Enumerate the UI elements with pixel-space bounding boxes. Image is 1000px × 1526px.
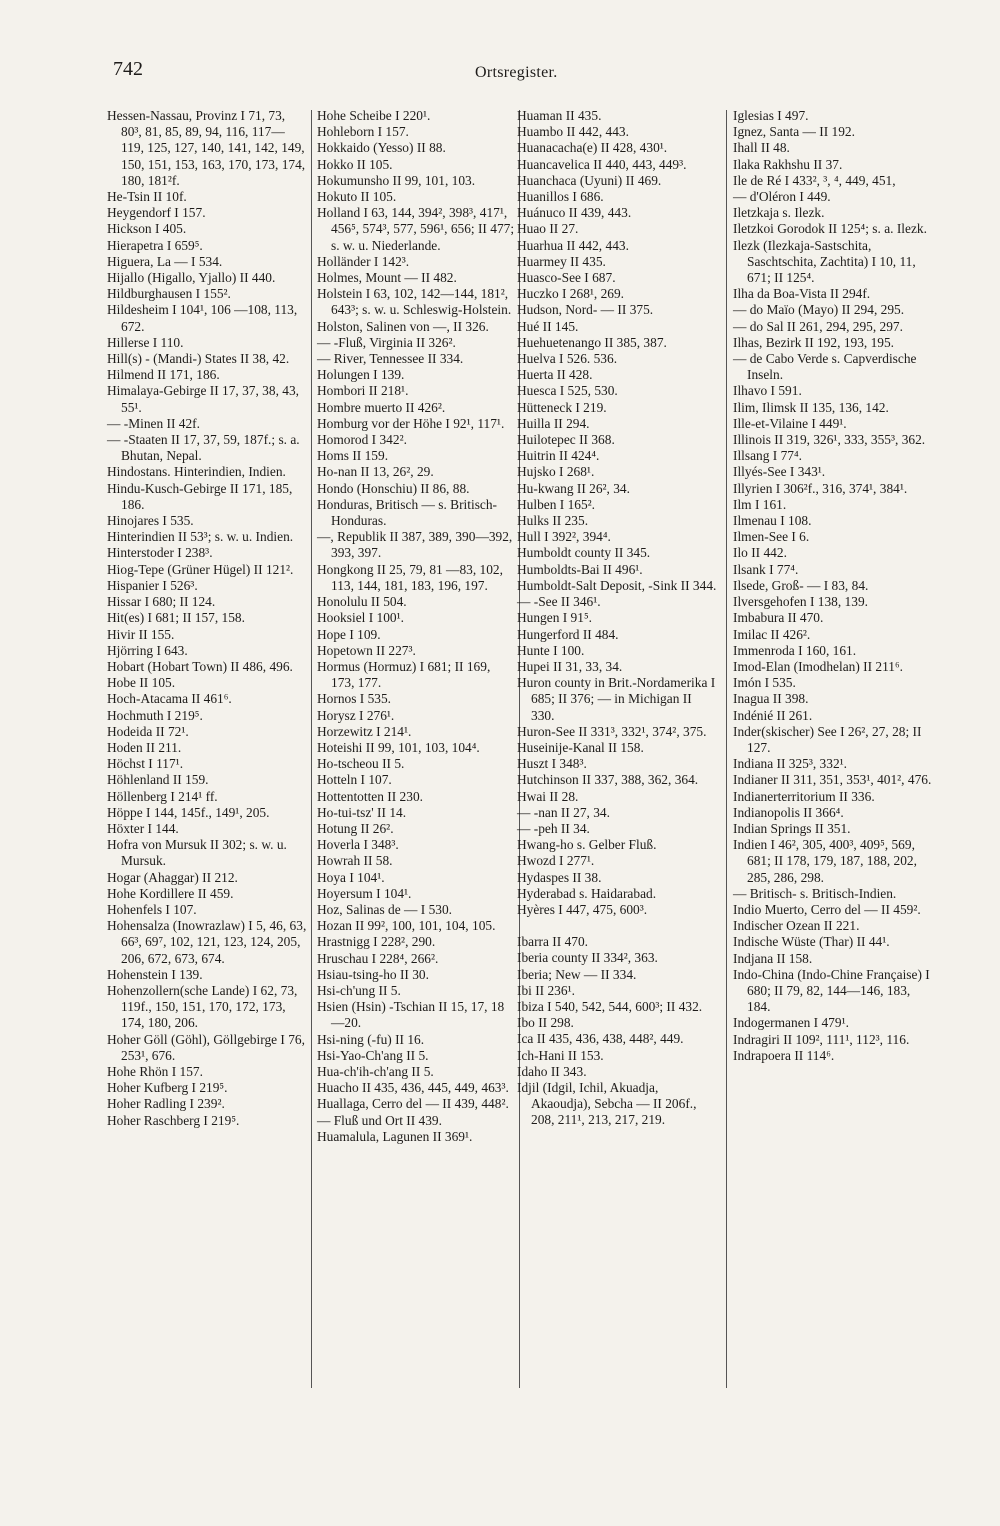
index-entry: Huehuetenango II 385, 387. (517, 334, 667, 350)
index-entry: Huamalula, Lagunen II 369¹. (317, 1128, 473, 1144)
index-entry: Hupei II 31, 33, 34. (517, 658, 623, 674)
index-entry: Illsang I 77⁴. (733, 448, 803, 464)
index-entry: Hsi-ning (-fu) II 16. (317, 1031, 425, 1047)
index-entry: — River, Tennessee II 334. (317, 351, 464, 367)
index-entry: Hué II 145. (517, 318, 579, 334)
index-entry: Ilha da Boa-Vista II 294f. (733, 286, 871, 302)
index-entry: Iberia; New — II 334. (517, 966, 637, 982)
index-entry: Homorod I 342². (317, 432, 407, 448)
index-entry: Hrastnigg I 228², 290. (317, 934, 436, 950)
index-entry: Hinterindien II 53³; s. w. u. Indien. (107, 529, 294, 545)
index-entry: Hohleborn I 157. (317, 124, 409, 140)
index-entry: — -peh II 34. (517, 820, 590, 836)
index-entry: Hombori II 218¹. (317, 383, 409, 399)
index-entry: Howrah II 58. (317, 853, 393, 869)
index-entry: Huancavelica II 440, 443, 449³. (517, 156, 687, 172)
index-entry: — d'Oléron I 449. (733, 189, 831, 205)
index-entry: —, Republik II 387, 389, 390—392, 393, 397. (317, 529, 513, 561)
index-entry: Hit(es) I 681; II 157, 158. (107, 610, 245, 626)
index-entry: Huerta II 428. (517, 367, 593, 383)
index-entry: Ica II 435, 436, 438, 448², 449. (517, 1031, 684, 1047)
index-entry: — -See II 346¹. (517, 594, 601, 610)
index-entry: Huseinije-Kanal II 158. (517, 739, 644, 755)
index-entry: Huarmey II 435. (517, 253, 606, 269)
index-entry: Ilim, Ilimsk II 135, 136, 142. (733, 399, 889, 415)
index-entry: Holmes, Mount — II 482. (317, 270, 457, 286)
index-entry: Honduras, Britisch — s. Britisch-Honduras. (317, 496, 498, 529)
index-entry: Illinois II 319, 326¹, 333, 355³, 362. (733, 432, 926, 448)
index-entry: Heygendorf I 157. (107, 205, 206, 221)
page-header: Ortsregister. (475, 64, 558, 81)
index-entry: Indrapoera II 114⁶. (733, 1047, 835, 1063)
index-entry: Hongkong II 25, 79, 81 —83, 102, 113, 144, 181, 183, 196, 197. (317, 561, 503, 593)
index-entry: Indian Springs II 351. (733, 820, 851, 836)
index-entry: Hoher Göll (Göhl), Göllgebirge I 76, 253¹, 676. (107, 1031, 305, 1063)
index-entry: Holungen I 139. (317, 367, 405, 383)
index-entry: Indien I 46², 305, 400³, 409⁵, 569, 681; II 178, 179, 187, 188, 202, 285, 286, 298. (733, 837, 917, 885)
index-entry: Imilac II 426². (733, 626, 811, 642)
index-entry: Ilhas, Bezirk II 192, 193, 195. (733, 334, 895, 350)
index-entry: Huron-See II 331³, 332¹, 374², 375. (517, 723, 707, 739)
index-entry: Hwozd I 277¹. (517, 853, 595, 869)
index-entry: Ilm I 161. (733, 496, 787, 512)
index-entry: Ilezk (Ilezkaja-Sastschita, Saschtschita, Zachtita) I 10, 11, 671; II 125⁴. (733, 237, 916, 286)
index-entry: — Britisch- s. Britisch-Indien. (733, 885, 897, 901)
index-entry: Holston, Salinen von —, II 326. (317, 318, 489, 334)
index-entry: Hohe Rhön I 157. (107, 1063, 203, 1079)
index-entry: Hokuto II 105. (317, 189, 397, 205)
index-entry: Humboldt county II 345. (517, 545, 651, 561)
index-entry: Höhlenland II 159. (107, 772, 209, 788)
index-entry: Indianer II 311, 351, 353¹, 401², 476. (733, 772, 932, 788)
index-entry: Indjana II 158. (733, 950, 813, 966)
index-entry: Homs II 159. (317, 448, 389, 464)
index-entry: Imbabura II 470. (733, 610, 824, 626)
index-entry: Hohensalza (Inowrazlaw) I 5, 46, 63, 66³, 69⁷, 102, 121, 123, 124, 205, 206, 672, 673, 674. (107, 918, 307, 966)
index-entry: Hoher Raschberg I 219⁵. (107, 1112, 240, 1128)
index-entry: Iglesias I 497. (733, 108, 809, 123)
index-entry: Inder(skischer) See I 26², 27, 28; II 127. (733, 723, 922, 755)
index-entry: Iletzkaja s. Ilezk. (733, 205, 825, 221)
index-entry: Hildburghausen I 155². (107, 286, 231, 302)
index-entry: Hungen I 91⁵. (517, 610, 592, 626)
index-entry: Huasco-See I 687. (517, 270, 616, 286)
index-entry: Honolulu II 504. (317, 594, 407, 610)
index-entry: Hohe Kordillere II 459. (107, 885, 234, 901)
index-entry: Hulben I 165². (517, 496, 596, 512)
index-entry: Hickson I 405. (107, 221, 187, 237)
column-divider (726, 110, 727, 1388)
index-entry: Ilsank I 77⁴. (733, 561, 799, 577)
index-entry: Hyères I 447, 475, 600³. (517, 901, 648, 917)
index-entry: Hotteln I 107. (317, 772, 392, 788)
index-entry: Hyderabad s. Haidarabad. (517, 885, 657, 901)
index-entry: Höllenberg I 214¹ ff. (107, 788, 218, 804)
index-entry: Ille-et-Vilaine I 449¹. (733, 415, 847, 431)
index-entry: Hozan II 99², 100, 101, 104, 105. (317, 918, 496, 934)
index-entry: — Fluß und Ort II 439. (317, 1112, 442, 1128)
index-entry: Huarhua II 442, 443. (517, 237, 629, 253)
index-entry: Hull I 392², 394⁴. (517, 529, 611, 545)
index-entry: Ibarra II 470. (517, 934, 589, 950)
index-entry: Iletzkoi Gorodok II 125⁴; s. a. Ilezk. (733, 221, 927, 237)
index-entry: Huanacacha(e) II 428, 430¹. (517, 140, 668, 156)
index-entry: Huánuco II 439, 443. (517, 205, 632, 221)
index-entry: — do Sal II 261, 294, 295, 297. (733, 318, 903, 334)
index-entry: Hoz, Salinas de — I 530. (317, 901, 452, 917)
index-entry: Ignez, Santa — II 192. (733, 124, 855, 140)
index-entry: Huszt I 348³. (517, 756, 587, 772)
index-column-3 (517, 108, 717, 1129)
index-entry: Hwai II 28. (517, 788, 579, 804)
index-entry: Hua-ch'ih-ch'ang II 5. (317, 1063, 434, 1079)
index-entry: Indo-China (Indo-Chine Française) I 680; II 79, 82, 144—146, 183, 184. (733, 966, 930, 1015)
index-entry: Huaman II 435. (517, 108, 602, 123)
index-entry: Iberia county II 334², 363. (517, 950, 658, 966)
index-entry: Holstein I 63, 102, 142—144, 181², 643³; s. w. u. Schleswig-Holstein. (317, 286, 512, 318)
index-entry: Hondo (Honschiu) II 86, 88. (317, 480, 470, 496)
index-entry: — de Cabo Verde s. Capverdische Inseln. (733, 351, 917, 383)
index-entry: Hungerford II 484. (517, 626, 619, 642)
index-entry: Hoch-Atacama II 461⁶. (107, 691, 232, 707)
index-entry: Hillerse I 110. (107, 334, 184, 350)
index-entry: Idjil (Idgil, Ichil, Akuadja, Akaoudja), Sebcha — II 206f., 208, 211¹, 213, 217, 219. (517, 1079, 697, 1128)
index-entry: Hindu-Kusch-Gebirge II 171, 185, 186. (107, 480, 293, 512)
index-entry: Hill(s) - (Mandi-) States II 38, 42. (107, 351, 290, 367)
index-entry: Ile de Ré I 433², ³, ⁴, 449, 451, (733, 172, 896, 188)
index-entry: Ilmen-See I 6. (733, 529, 810, 545)
index-entry: Hütteneck I 219. (517, 399, 607, 415)
index-entry: Hilmend II 171, 186. (107, 367, 220, 383)
index-entry: Indénié II 261. (733, 707, 813, 723)
index-entry: Huelva I 526. 536. (517, 351, 618, 367)
index-entry: Hispanier I 526³. (107, 577, 198, 593)
index-entry: Huanillos I 686. (517, 189, 604, 205)
index-entry: Illyrien I 306²f., 316, 374¹, 384¹. (733, 480, 908, 496)
index-entry: Horysz I 276¹. (317, 707, 395, 723)
index-entry: Hsien (Hsin) -Tschian II 15, 17, 18—20. (317, 999, 505, 1031)
index-entry: Indianerterritorium II 336. (733, 788, 875, 804)
index-entry: — -Fluß, Virginia II 326². (317, 334, 456, 350)
index-entry: Hoher Kufberg I 219⁵. (107, 1080, 228, 1096)
index-entry: Hu-kwang II 26², 34. (517, 480, 630, 496)
index-entry: Hoden II 211. (107, 739, 182, 755)
index-entry: Ibi II 236¹. (517, 982, 575, 998)
index-entry: Indogermanen I 479¹. (733, 1015, 849, 1031)
index-entry: Hohenstein I 139. (107, 966, 203, 982)
column-divider (311, 110, 312, 1388)
index-entry: Humboldt-Salt Deposit, -Sink II 344. (517, 577, 717, 593)
page-number: 742 (113, 58, 143, 80)
index-entry: Indio Muerto, Cerro del — II 459². (733, 901, 921, 917)
index-entry: Ho-nan II 13, 26², 29. (317, 464, 434, 480)
index-entry: Ihall II 48. (733, 140, 790, 156)
index-entry: Höxter I 144. (107, 820, 179, 836)
index-entry: Hwang-ho s. Gelber Fluß. (517, 837, 657, 853)
index-entry: Hoher Radling I 239². (107, 1096, 225, 1112)
index-entry: Ilversgehofen I 138, 139. (733, 594, 868, 610)
index-entry: Hokkaido (Yesso) II 88. (317, 140, 446, 156)
index-entry: Hruschau I 228⁴, 266². (317, 950, 439, 966)
index-entry: Hombre muerto II 426². (317, 399, 446, 415)
index-entry: Hottentotten II 230. (317, 788, 423, 804)
index-entry: Huitrin II 424⁴. (517, 448, 600, 464)
index-entry: Humboldts-Bai II 496¹. (517, 561, 643, 577)
index-entry: Hoverla I 348³. (317, 837, 399, 853)
index-entry: Hutchinson II 337, 388, 362, 364. (517, 772, 699, 788)
index-column-1 (107, 108, 307, 1129)
index-entry: Huacho II 435, 436, 445, 449, 463³. (317, 1080, 509, 1096)
index-entry: Ilsede, Groß- — I 83, 84. (733, 577, 869, 593)
index-entry: Indiana II 325³, 332¹. (733, 756, 848, 772)
index-entry: Hope I 109. (317, 626, 381, 642)
index-entry: — -Staaten II 17, 37, 59, 187f.; s. a. Bhutan, Nepal. (107, 432, 300, 464)
index-entry: Ich-Hani II 153. (517, 1047, 604, 1063)
index-entry: Hindostans. Hinterindien, Indien. (107, 464, 286, 480)
index-entry: Ibo II 298. (517, 1015, 574, 1031)
index-column-4 (733, 108, 933, 1064)
index-entry: Hinojares I 535. (107, 513, 194, 529)
index-entry: Hudson, Nord- — II 375. (517, 302, 654, 318)
index-entry: Hochmuth I 219⁵. (107, 707, 203, 723)
index-entry: Imón I 535. (733, 675, 796, 691)
index-entry: Hulks II 235. (517, 513, 589, 529)
index-entry: Hodeida II 72¹. (107, 723, 189, 739)
index-entry: Hierapetra I 659⁵. (107, 237, 203, 253)
index-entry: Ho-tscheou II 5. (317, 756, 405, 772)
index-entry: Huczko I 268¹, 269. (517, 286, 625, 302)
index-entry: Indragiri II 109², 111¹, 112³, 116. (733, 1031, 910, 1047)
index-entry: Hoyersum I 104¹. (317, 885, 412, 901)
index-column-2 (317, 108, 517, 1145)
index-entry: Hobe II 105. (107, 675, 176, 691)
index-entry: Huesca I 525, 530. (517, 383, 618, 399)
index-entry: Hornos I 535. (317, 691, 392, 707)
index-entry: Höppe I 144, 145f., 149¹, 205. (107, 804, 270, 820)
index-entry: Ilaka Rakhshu II 37. (733, 156, 843, 172)
index-entry: Holland I 63, 144, 394², 398³, 417¹, 456⁵, 574³, 577, 596¹, 656; II 477; s. w. u. Niederlande. (317, 205, 515, 253)
index-entry: Hsiau-tsing-ho II 30. (317, 966, 429, 982)
index-entry: Huilotepec II 368. (517, 432, 615, 448)
index-entry: Indische Wüste (Thar) II 44¹. (733, 934, 890, 950)
index-entry: Hissar I 680; II 124. (107, 594, 216, 610)
index-entry: Hoya I 104¹. (317, 869, 385, 885)
index-entry: Illyés-See I 343¹. (733, 464, 826, 480)
index-entry: Hsi-Yao-Ch'ang II 5. (317, 1047, 429, 1063)
index-entry: Hormus (Hormuz) I 681; II 169, 173, 177. (317, 658, 491, 691)
index-entry: Imod-Elan (Imodhelan) II 211⁶. (733, 658, 904, 674)
index-entry: Hsi-ch'ung II 5. (317, 982, 401, 998)
index-entry: Ilmenau I 108. (733, 513, 812, 529)
index-entry: Huilla II 294. (517, 415, 590, 431)
index-entry: — -Minen II 42f. (107, 415, 200, 431)
index-entry: Hivir II 155. (107, 626, 175, 642)
index-entry: — do Maïo (Mayo) II 294, 295. (733, 302, 905, 318)
index-entry: Himalaya-Gebirge II 17, 37, 38, 43, 55¹. (107, 383, 300, 415)
index-entry: Huanchaca (Uyuni) II 469. (517, 172, 662, 188)
index-entry: Hotung II 26². (317, 820, 394, 836)
index-entry: Hohenzollern(sche Lande) I 62, 73, 119f., 150, 151, 170, 172, 173, 174, 180, 206. (107, 982, 298, 1031)
index-entry: Ho-tui-tsz' II 14. (317, 804, 407, 820)
index-entry: Horzewitz I 214¹. (317, 723, 412, 739)
index-entry: Hopetown II 227³. (317, 642, 416, 658)
index-entry: Ibiza I 540, 542, 544, 600³; II 432. (517, 998, 703, 1014)
index-entry: Indischer Ozean II 221. (733, 918, 860, 934)
index-entry: Hiog-Tepe (Grüner Hügel) II 121². (107, 561, 294, 577)
index-entry: Hoteishi II 99, 101, 103, 104⁴. (317, 739, 480, 755)
index-entry: Hokko II 105. (317, 156, 393, 172)
index-entry: Hessen-Nassau, Provinz I 71, 73, 80³, 81, 85, 89, 94, 116, 117—119, 125, 127, 140, 141, 142, 149, 150, 151, 153, 163, 170, 173, 174, 180, 181²f. (107, 108, 306, 188)
index-entry: Huao II 27. (517, 221, 579, 237)
index-entry: Hohe Scheibe I 220¹. (317, 108, 431, 123)
index-entry: Hydaspes II 38. (517, 869, 602, 885)
index-entry: Ilhavo I 591. (733, 383, 802, 399)
index-entry: Immenroda I 160, 161. (733, 642, 857, 658)
index-entry: Hooksiel I 100¹. (317, 610, 404, 626)
index-entry: Hunte I 100. (517, 642, 585, 658)
index-entry: Hohenfels I 107. (107, 901, 197, 917)
index-entry: Hildesheim I 104¹, 106 —108, 113, 672. (107, 302, 298, 334)
index-entry: Höchst I 117¹. (107, 756, 184, 772)
index-entry: Homburg vor der Höhe I 92¹, 117¹. (317, 415, 505, 431)
index-entry: Holländer I 142³. (317, 253, 410, 269)
index-entry: Idaho II 343. (517, 1063, 587, 1079)
index-entry: Hinterstoder I 238³. (107, 545, 213, 561)
index-entry: Hobart (Hobart Town) II 486, 496. (107, 658, 293, 674)
index-entry: Hjörring I 643. (107, 642, 188, 658)
index-entry: Inagua II 398. (733, 691, 809, 707)
index-entry: — -nan II 27, 34. (517, 804, 610, 820)
index-entry: Huambo II 442, 443. (517, 124, 629, 140)
index-entry: Huallaga, Cerro del — II 439, 448². (317, 1096, 509, 1112)
index-entry: Higuera, La — I 534. (107, 253, 223, 269)
index-entry: Hijallo (Higallo, Yjallo) II 440. (107, 270, 276, 286)
index-entry: Hokumunsho II 99, 101, 103. (317, 172, 476, 188)
index-entry: He-Tsin II 10f. (107, 189, 187, 205)
index-entry: Huron county in Brit.-Nordamerika I 685; II 376; — in Michigan II 330. (517, 675, 716, 723)
index-entry: Hofra von Mursuk II 302; s. w. u. Mursuk. (107, 837, 287, 869)
index-entry: Hujsko I 268¹. (517, 464, 595, 480)
index-entry: Indianopolis II 366⁴. (733, 804, 844, 820)
index-entry: Ilo II 442. (733, 545, 787, 561)
index-entry: Hogar (Ahaggar) II 212. (107, 869, 238, 885)
